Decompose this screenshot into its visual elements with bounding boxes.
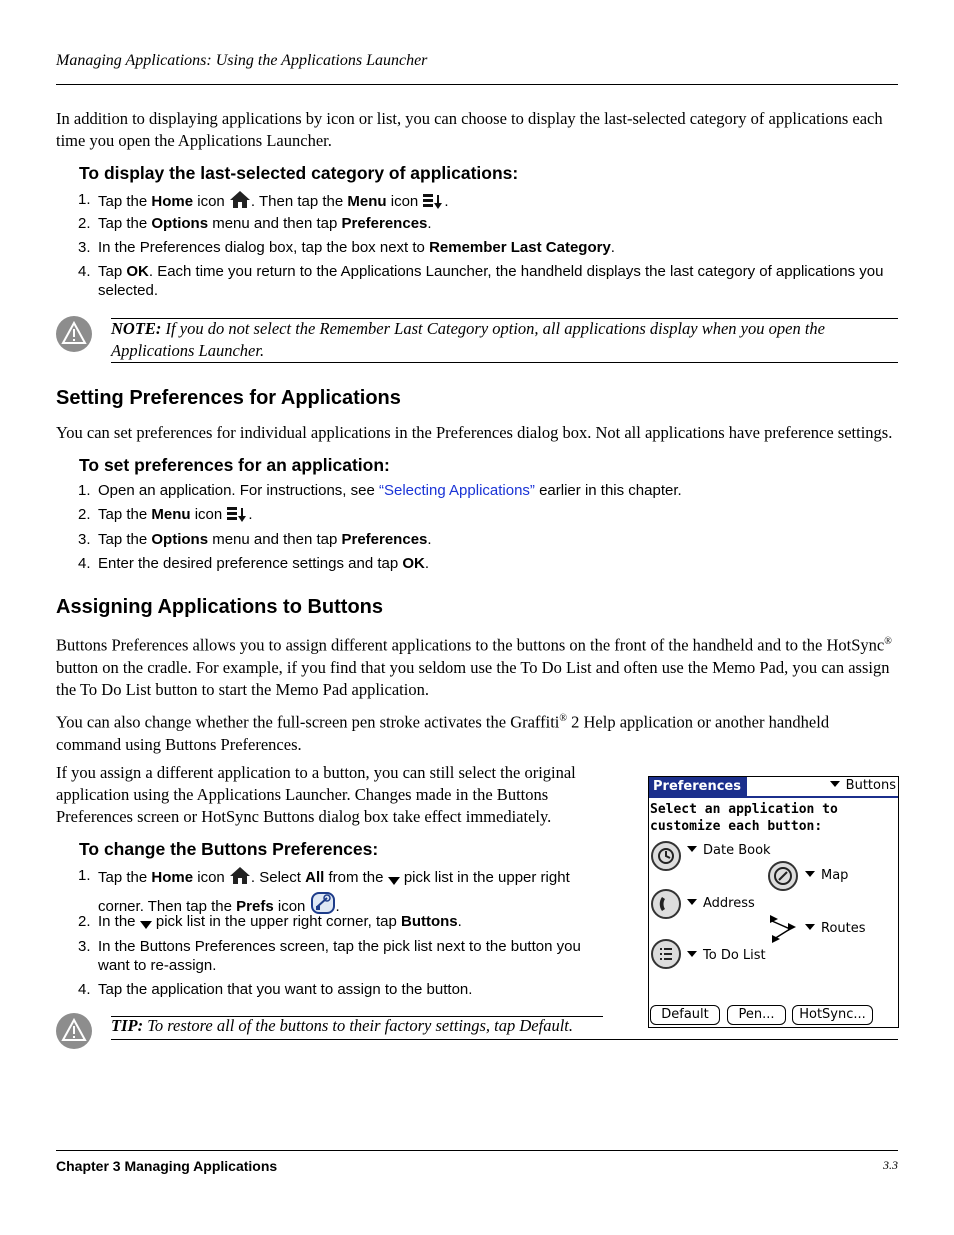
footer-chapter: Chapter 3 Managing Applications	[56, 1158, 278, 1174]
menu-icon	[226, 505, 248, 528]
proc1-step-3: 3. In the Preferences dialog box, tap the box next to Remember Last Category.	[78, 239, 615, 256]
proc2-step-1: 1. Open an application. For instructions, see “Selecting Applications” earlier in this chapter.	[78, 482, 682, 499]
palm-pen-button[interactable]: Pen...	[727, 1005, 786, 1025]
buttons-paragraph-2: You can also change whether the full-screen pen stroke activates the Graffiti® 2 Help application or another handheld command using Buttons Preferences.	[56, 712, 830, 754]
pick-list-arrow-icon	[388, 872, 400, 891]
proc1-step-2: 2. Tap the Options menu and then tap Preferences.	[78, 215, 432, 232]
proc1-step-1: 1. Tap the Home icon . Then tap the Menu icon .	[98, 190, 898, 215]
proc3-step-1: 1. Tap the Home icon . Select All from the pick list in the upper right corner. Then tap the Prefs icon .	[98, 866, 603, 920]
palm-app-address[interactable]: Address	[687, 896, 755, 911]
pick-list-arrow-icon	[140, 916, 152, 935]
proc1-heading: To display the last-selected category of applications:	[79, 163, 519, 183]
section-heading-buttons: Assigning Applications to Buttons	[56, 596, 384, 618]
palm-instruction: Select an application to customize each button:	[650, 802, 838, 834]
selecting-applications-link[interactable]: “Selecting Applications”	[379, 482, 535, 499]
tip-bottom-rule	[111, 1039, 898, 1040]
palm-app-routes[interactable]: Routes	[805, 921, 866, 936]
proc1-step-4: 4. Tap OK. Each time you return to the Applications Launcher, the handheld displays the last category of applications you selected.	[78, 263, 884, 299]
proc2-heading: To set preferences for an application:	[79, 455, 390, 475]
proc3-step-3: 3. In the Buttons Preferences screen, tap the pick list next to the button you want to re-assign.	[78, 938, 581, 974]
buttons-paragraph-1: Buttons Preferences allows you to assign different applications to the buttons on the front of the handheld and to the HotSync® button on the cradle. For example, if you find that you seldom use the To Do List and often use the Memo Pad, you can assign the To Do List button to start the Memo Pad application.	[56, 635, 892, 699]
note-text: NOTE: If you do not select the Remember Last Category option, all applications display when you open the Applications Launcher.	[111, 319, 825, 360]
menu-icon	[422, 192, 444, 215]
dropdown-arrow-icon	[805, 924, 815, 930]
routes-button-icon	[768, 913, 800, 949]
header-rule	[56, 84, 898, 85]
tip-warning-icon	[56, 1013, 92, 1049]
dropdown-arrow-icon	[687, 951, 697, 957]
to-do-list-button-icon	[651, 939, 681, 969]
proc2-step-3: 3. Tap the Options menu and then tap Preferences.	[78, 531, 432, 548]
proc3-heading: To change the Buttons Preferences:	[79, 839, 379, 859]
map-button-icon	[768, 861, 798, 891]
section-heading-preferences: Setting Preferences for Applications	[56, 387, 401, 409]
tip-text: TIP: To restore all of the buttons to their factory settings, tap Default.	[111, 1016, 573, 1035]
buttons-preferences-screenshot	[648, 776, 899, 1028]
home-icon	[229, 190, 251, 215]
proc2-step-2: 2. Tap the Menu icon .	[98, 505, 898, 528]
dropdown-arrow-icon	[830, 781, 840, 787]
palm-title: Preferences	[649, 777, 747, 797]
intro-paragraph: In addition to displaying applications by icon or list, you can choose to display the last-selected category of applications each time you open the Applications Launcher.	[56, 109, 883, 150]
running-header: Managing Applications: Using the Applications Launcher	[56, 52, 428, 69]
proc2-step-4: 4. Enter the desired preference settings and tap OK.	[78, 555, 430, 572]
dropdown-arrow-icon	[805, 871, 815, 877]
date-book-button-icon	[651, 841, 681, 871]
footer-page-number: 3.3	[883, 1158, 898, 1172]
address-button-icon	[651, 889, 681, 919]
palm-title-underline	[649, 796, 898, 798]
proc3-step-4: 4. Tap the application that you want to assign to the button.	[78, 981, 473, 998]
footer-rule	[56, 1150, 898, 1151]
palm-category-picker[interactable]: Buttons	[830, 778, 896, 793]
home-icon	[229, 866, 251, 891]
palm-app-map[interactable]: Map	[805, 868, 848, 883]
palm-hotsync-button[interactable]: HotSync...	[792, 1005, 873, 1025]
dropdown-arrow-icon	[687, 899, 697, 905]
palm-default-button[interactable]: Default	[650, 1005, 720, 1025]
palm-app-date-book[interactable]: Date Book	[687, 843, 771, 858]
dropdown-arrow-icon	[687, 846, 697, 852]
section-paragraph-preferences: You can set preferences for individual applications in the Preferences dialog box. Not all applications have preference settings.	[56, 423, 893, 442]
proc3-step-2: 2. In the pick list in the upper right corner, tap Buttons.	[98, 912, 603, 935]
palm-app-to-do-list[interactable]: To Do List	[687, 948, 766, 963]
buttons-paragraph-3: If you assign a different application to a button, you can still select the original application using the Applications Launcher. Changes made in the Buttons Preferences screen or HotSync Buttons dialog box take effect immediately.	[56, 763, 576, 826]
warning-icon	[56, 316, 92, 352]
note-bottom-rule	[111, 362, 898, 363]
